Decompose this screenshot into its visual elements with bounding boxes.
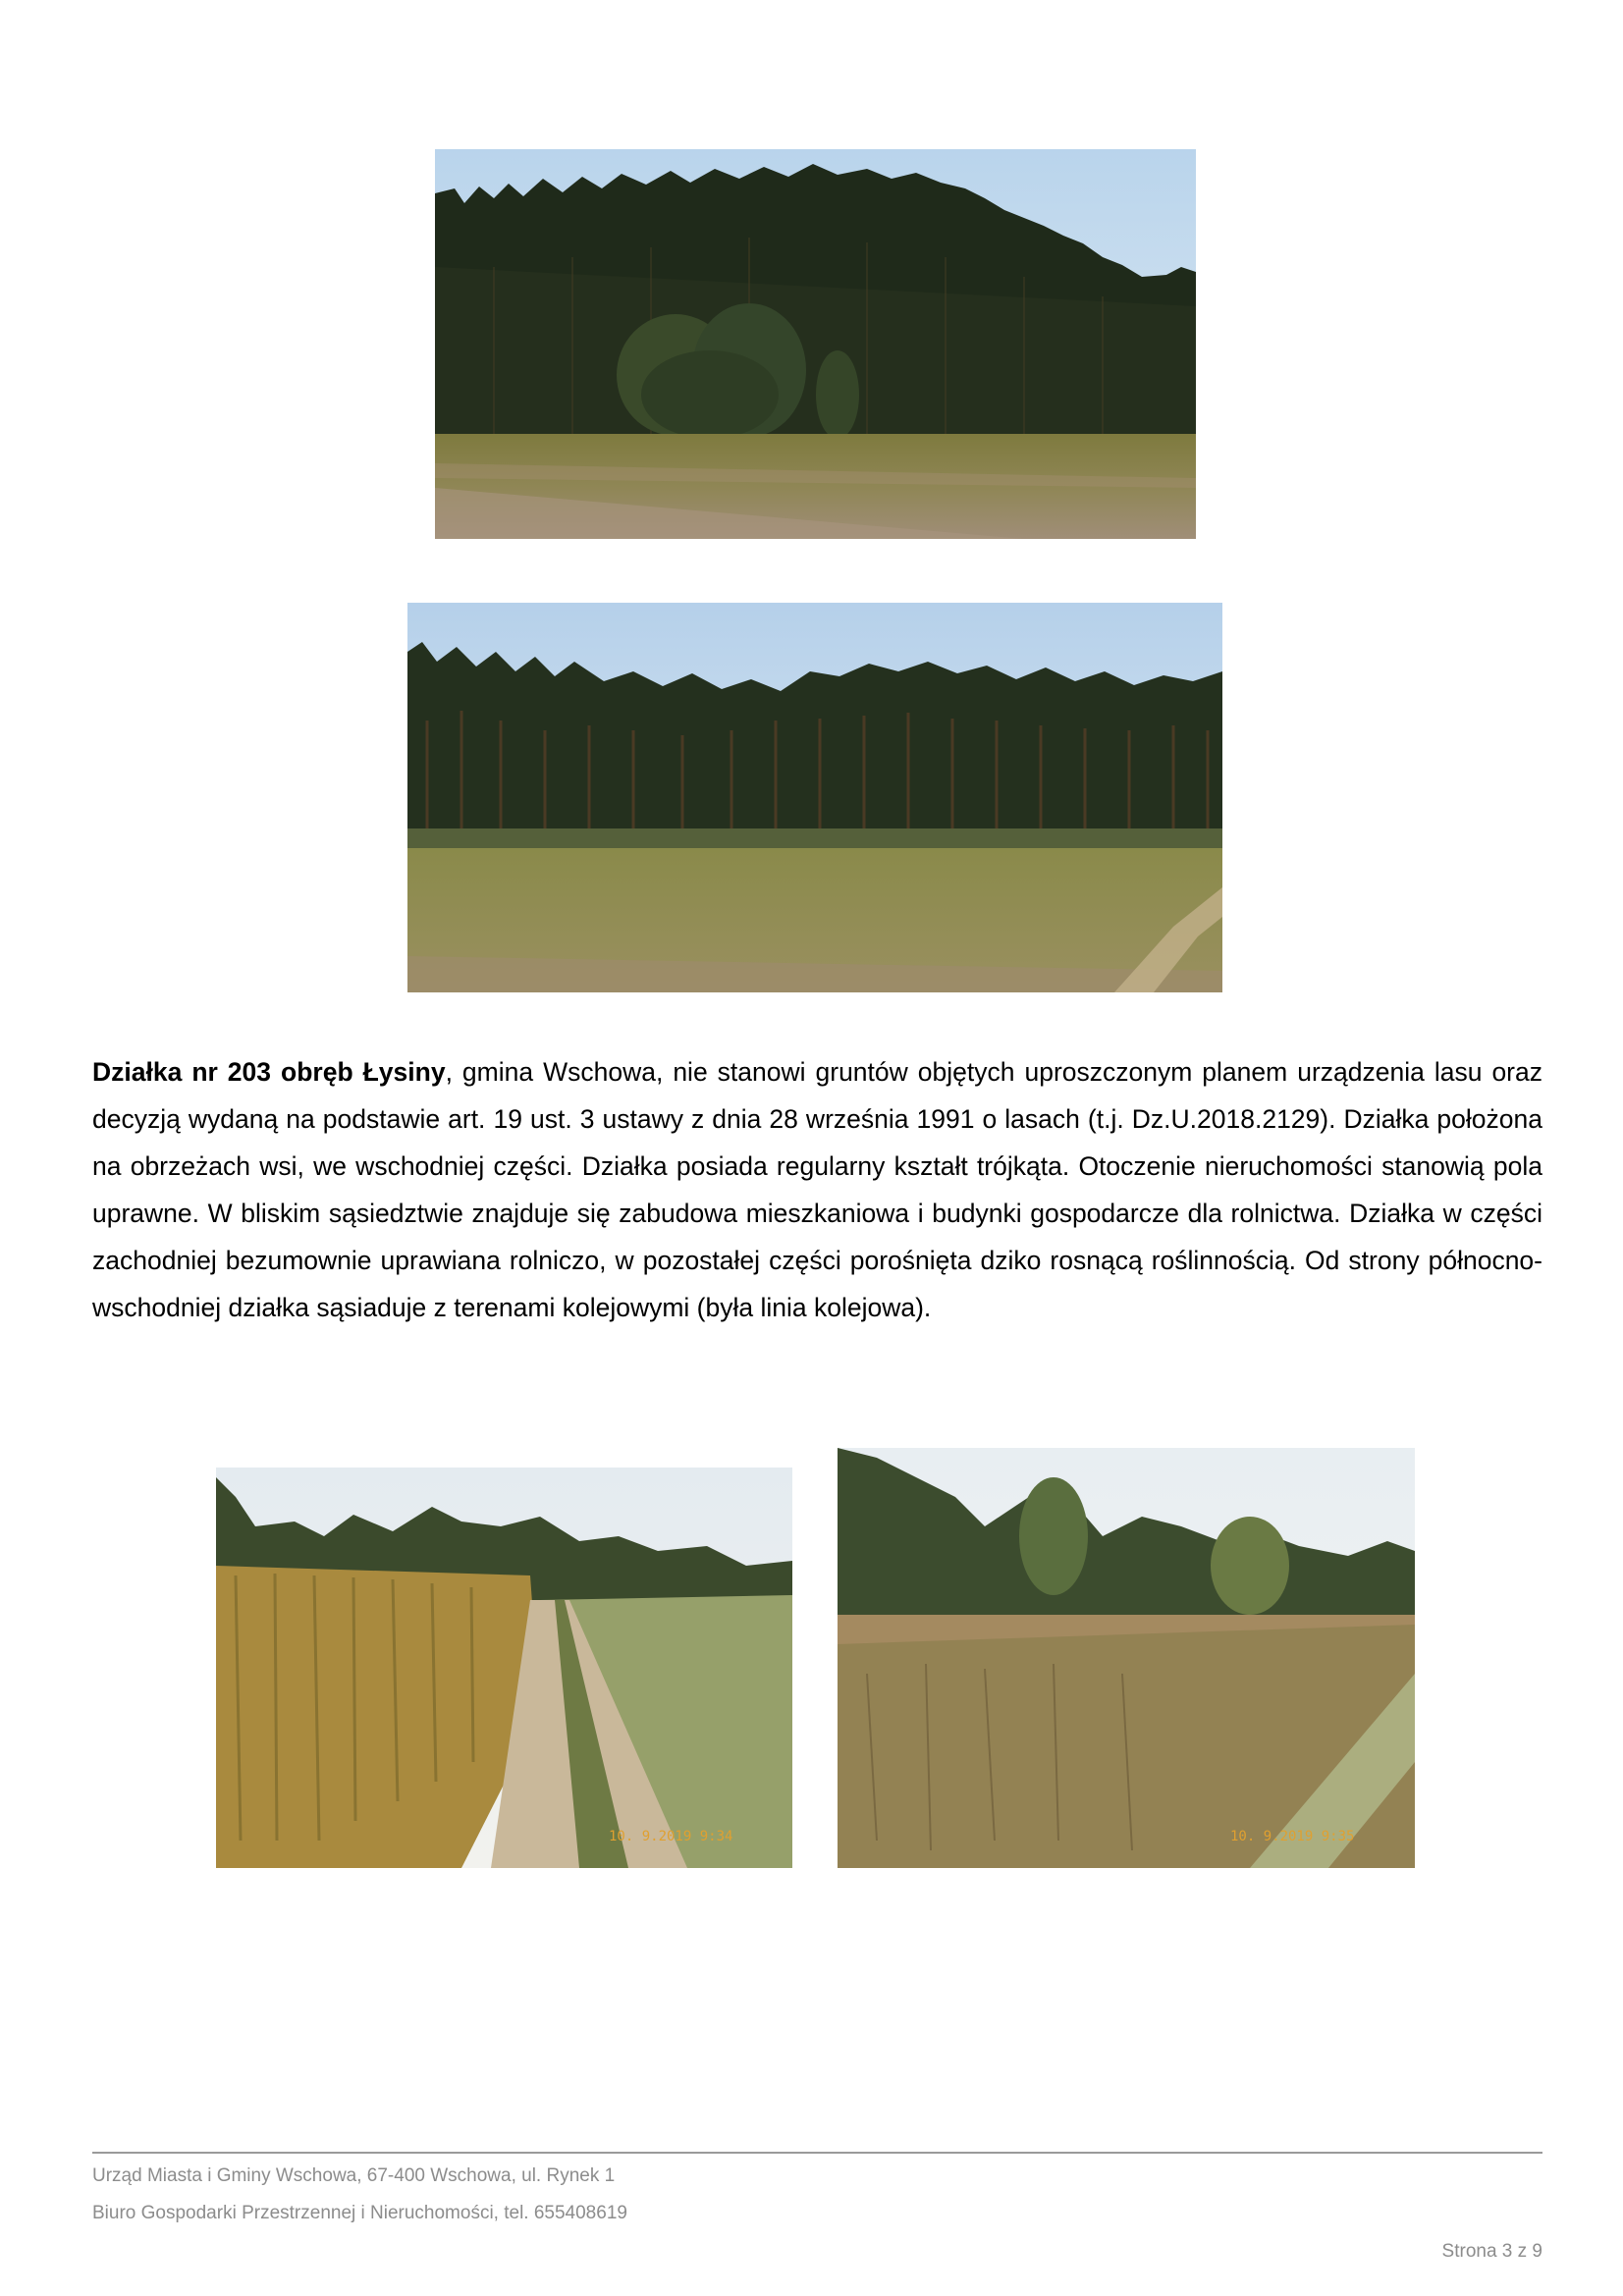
plot-id: Działka nr 203 obręb Łysiny (92, 1057, 446, 1087)
photo-3-timestamp: 10. 9.2019 9:34 (609, 1829, 733, 1844)
photo-4-timestamp: 10. 9.2019 9:35 (1230, 1829, 1355, 1844)
photo-track-maize (216, 1468, 792, 1868)
page-number: Strona 3 z 9 (1441, 2241, 1542, 2262)
photo-forest-edge (435, 149, 1196, 539)
footer-address: Urząd Miasta i Gminy Wschowa, 67-400 Wschowa, ul. Rynek 1 (92, 2165, 616, 2186)
photo-overgrown-plot (838, 1448, 1415, 1868)
footer-office-contact: Biuro Gospodarki Przestrzennej i Nieruchomości, tel. 655408619 (92, 2203, 627, 2223)
plot-description-text: , gmina Wschowa, nie stanowi gruntów objętych uproszczonym planem urządzenia lasu oraz decyzją wydaną na podstawie art. 19 ust. 3 ustawy z dnia 28 września 1991 o lasach (t.j. Dz.U.2018.2129). Działka położona na obrzeżach wsi, we wschodniej części. Działka posiada regularny kształt trójkąta. Otoczenie nieruchomości stanowią pola uprawne. W bliskim sąsiedztwie znajduje się zabudowa mieszkaniowa i budynki gospodarcze dla rolnictwa. Działka w części zachodniej bezumownie uprawiana rolniczo, w pozostałej części porośnięta dziko rosnącą roślinnością. Od strony północno-wschodniej działka sąsiaduje z terenami kolejowymi (była linia kolejowa). (92, 1057, 1542, 1322)
photo-pine-row (407, 603, 1222, 992)
footer-divider (92, 2152, 1542, 2154)
plot-description (92, 1048, 1542, 1331)
